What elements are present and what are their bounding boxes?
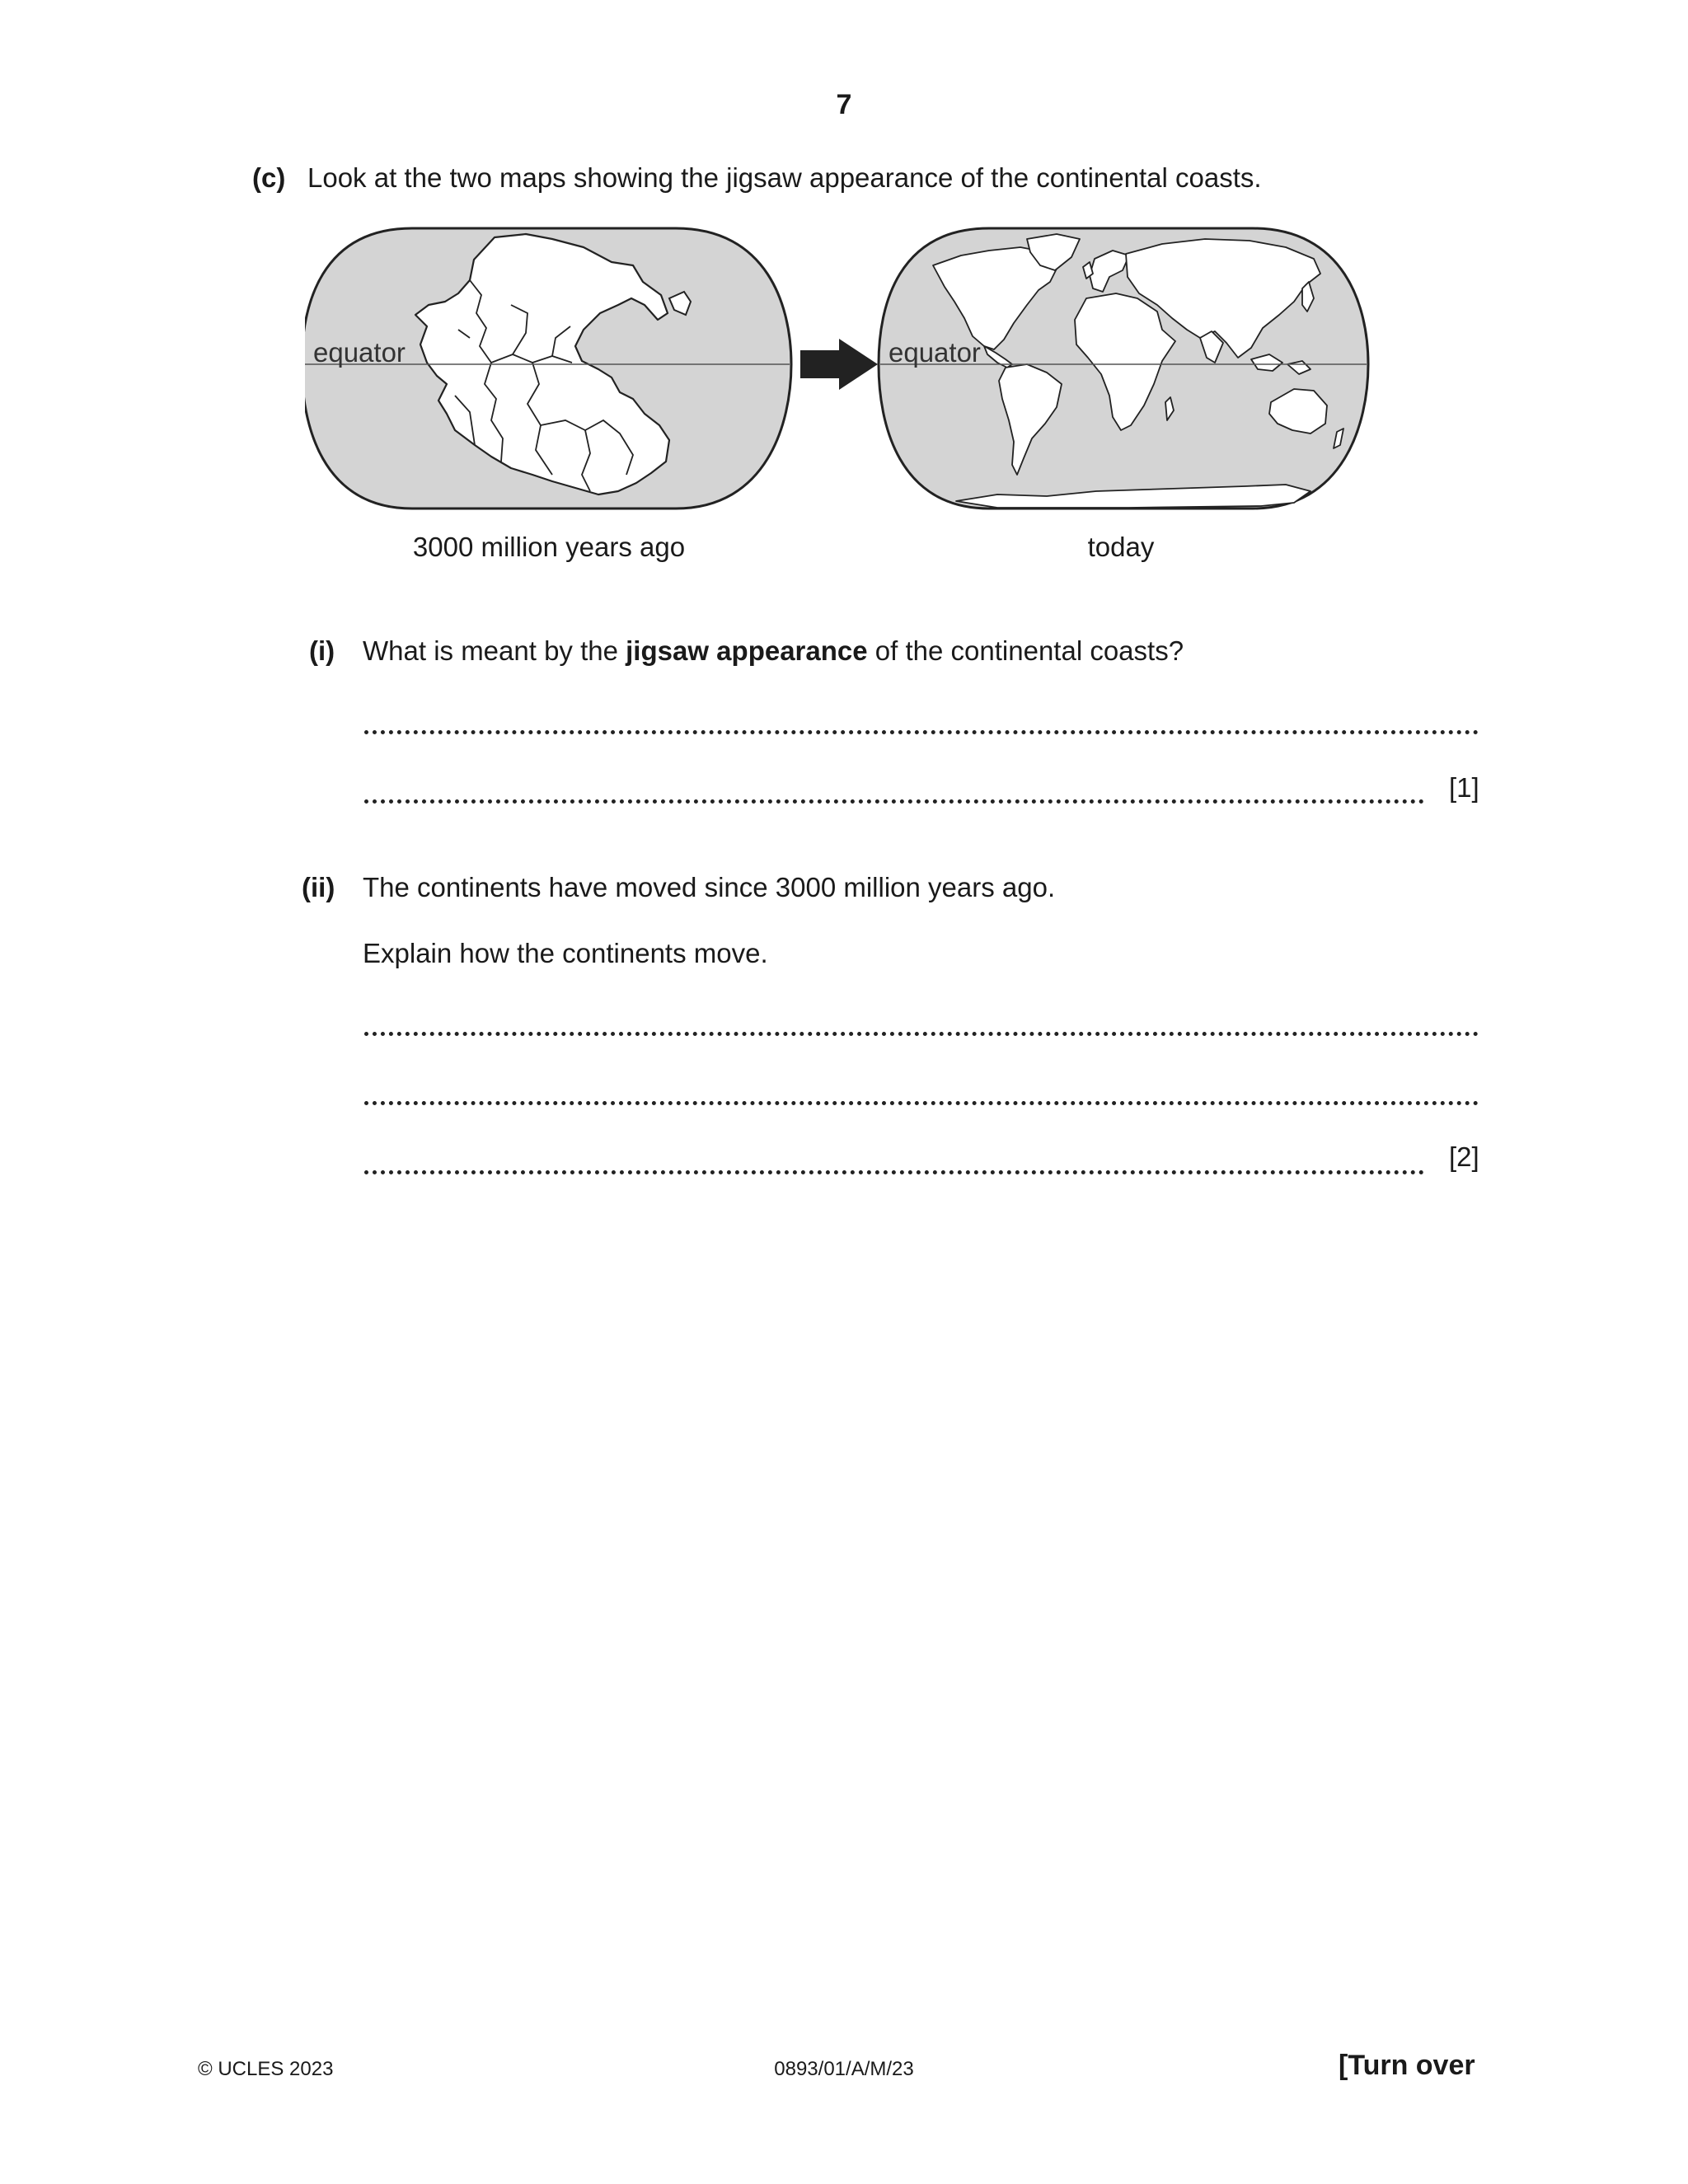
footer-code: 0893/01/A/M/23: [774, 2058, 914, 2080]
question-c-label: (c): [252, 162, 286, 193]
part-ii-label: (ii): [302, 872, 335, 902]
question-c-text: Look at the two maps showing the jigsaw appearance of the continental coasts.: [307, 162, 1262, 193]
left-map-caption: 3000 million years ago: [412, 532, 686, 562]
left-equator-label: equator: [313, 337, 406, 368]
part-i-label: (i): [309, 635, 335, 666]
part-i-marks: [1]: [1449, 772, 1479, 803]
footer-copyright: © UCLES 2023: [198, 2058, 334, 2080]
answer-line-i-1[interactable]: [364, 730, 1479, 734]
answer-line-ii-2[interactable]: [364, 1101, 1479, 1105]
page-number: 7: [836, 89, 852, 120]
right-map-caption: today: [1087, 532, 1155, 562]
arrow-right-icon: [800, 339, 878, 390]
part-ii-instruction: Explain how the continents move.: [363, 938, 768, 968]
part-i-question: What is meant by the jigsaw appearance of the continental coasts?: [363, 635, 1184, 666]
part-i-keyword: jigsaw appearance: [626, 635, 868, 666]
turn-over: [Turn over: [1339, 2050, 1475, 2081]
answer-line-ii-3[interactable]: [364, 1170, 1424, 1174]
right-equator-label: equator: [889, 337, 981, 368]
continents-figure: [305, 223, 1376, 519]
answer-line-i-2[interactable]: [364, 799, 1424, 804]
part-ii-text: The continents have moved since 3000 million years ago.: [363, 872, 1056, 902]
part-ii-marks: [2]: [1449, 1141, 1479, 1172]
answer-line-ii-1[interactable]: [364, 1032, 1479, 1036]
